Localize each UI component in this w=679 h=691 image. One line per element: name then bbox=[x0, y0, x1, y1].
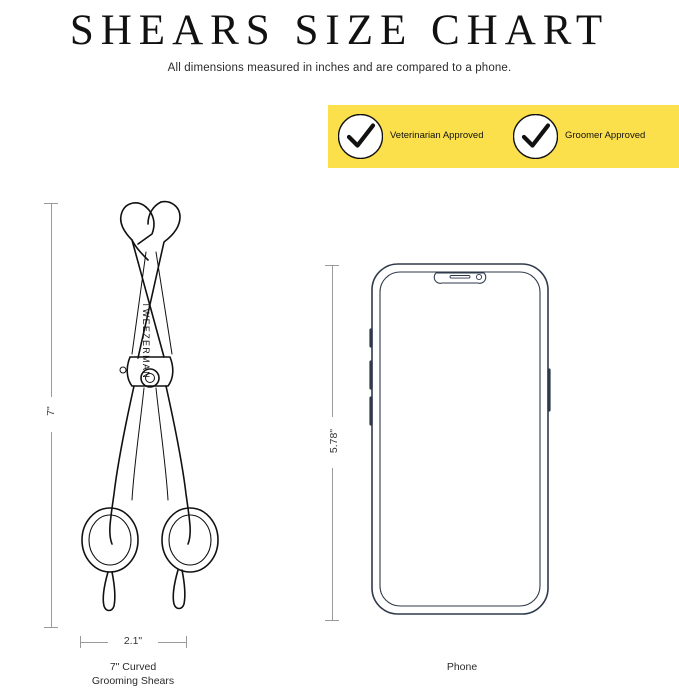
shears-height-line bbox=[51, 203, 52, 398]
phone-height-line-lower bbox=[332, 468, 333, 620]
shears-caption-line1: 7" Curved bbox=[109, 661, 157, 673]
shears-width-line-right bbox=[158, 642, 186, 643]
badge-label: Veterinarian Approved bbox=[390, 130, 484, 142]
phone-caption: Phone bbox=[446, 661, 478, 673]
checkmark-icon bbox=[513, 114, 558, 159]
shears-width-line-left bbox=[80, 642, 108, 643]
shears-width-label: 2.1" bbox=[108, 635, 158, 647]
phone-height-bottom-cap bbox=[325, 620, 339, 621]
shears-caption bbox=[63, 660, 203, 688]
phone-illustration bbox=[362, 258, 562, 625]
shears-height-bottom-cap bbox=[44, 627, 58, 628]
page-title: SHEARS SIZE CHART bbox=[69, 7, 610, 54]
badge-veterinarian-approved bbox=[338, 114, 483, 159]
shears-height-label: 7" bbox=[45, 397, 57, 425]
checkmark-icon bbox=[338, 114, 383, 159]
shears-width-right-cap bbox=[186, 636, 187, 648]
shears-height-line-lower bbox=[51, 432, 52, 627]
page-subtitle: All dimensions measured in inches and are compared to a phone. bbox=[167, 62, 512, 74]
badge-label: Groomer Approved bbox=[565, 130, 646, 142]
phone-height-line bbox=[332, 265, 333, 417]
svg-text:TWEEZERMAN: TWEEZERMAN bbox=[141, 302, 151, 379]
phone-height-label: 5.78" bbox=[328, 420, 340, 462]
approval-banner bbox=[328, 105, 679, 168]
badge-groomer-approved bbox=[513, 114, 645, 159]
shears-caption-line2: Grooming Shears bbox=[91, 675, 175, 688]
shears-illustration bbox=[60, 182, 240, 637]
